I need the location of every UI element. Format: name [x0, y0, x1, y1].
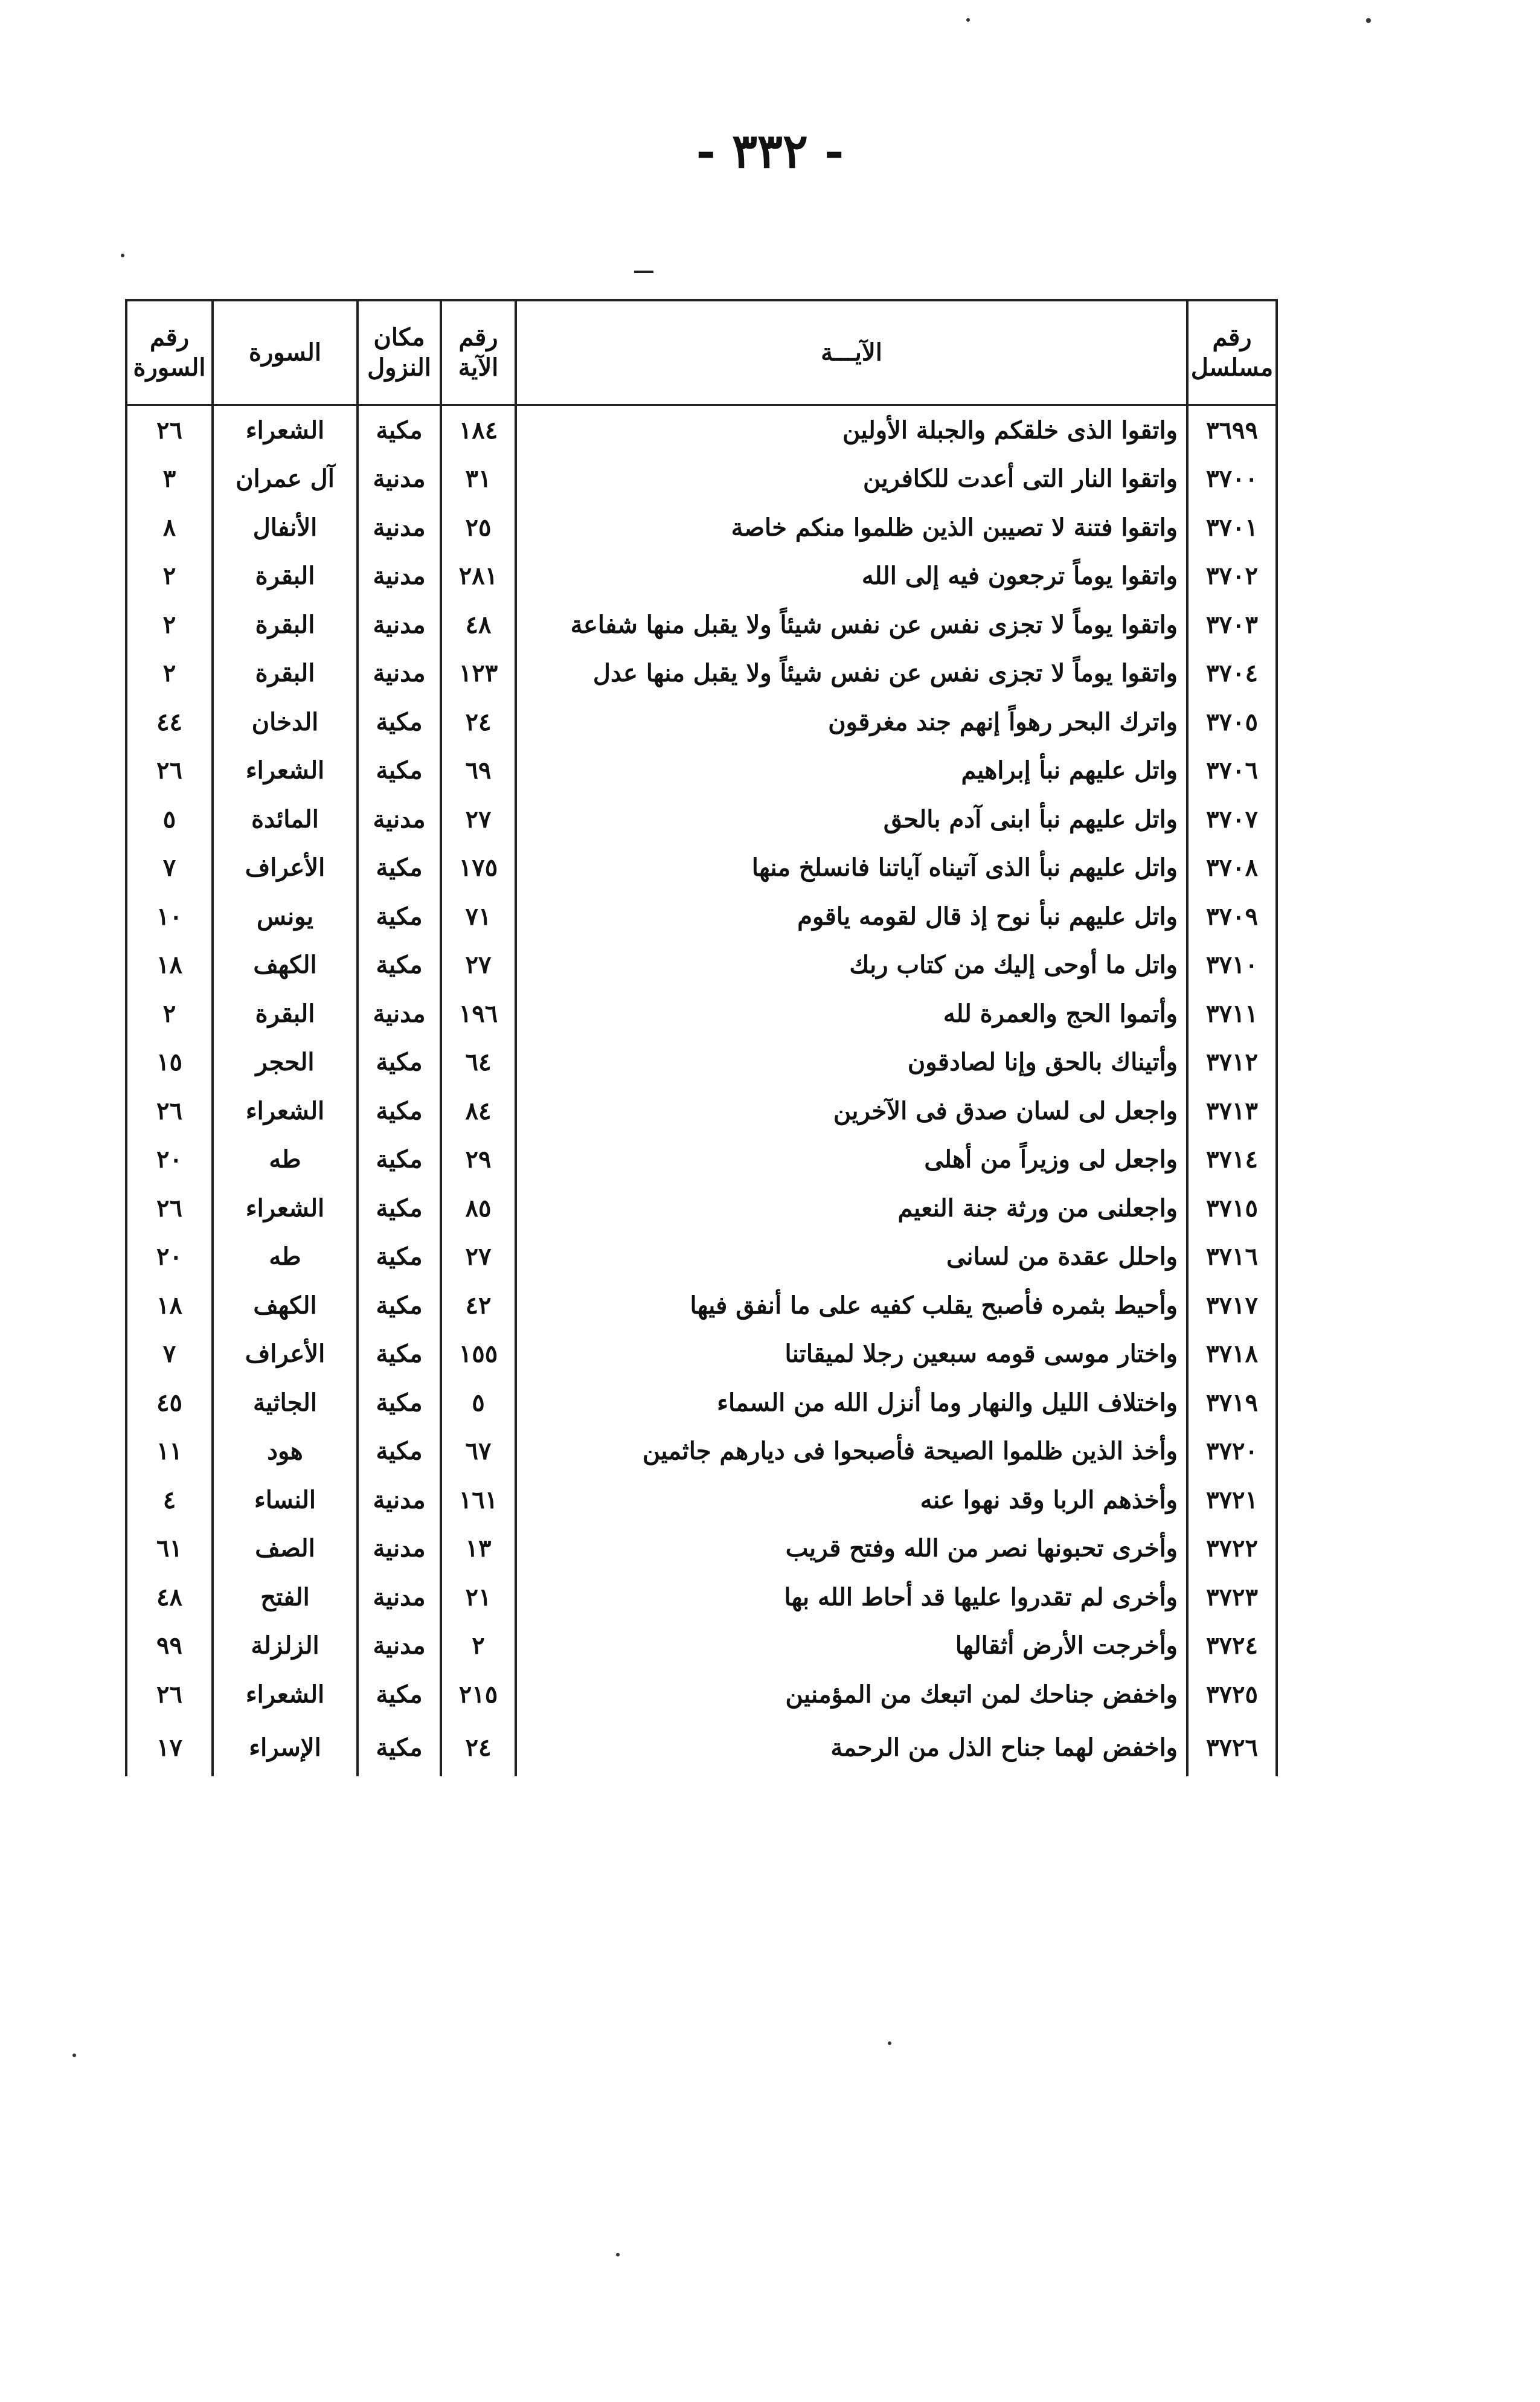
verse-cell: واترك البحر رهواً إنهم جند مغرقون [516, 698, 1187, 747]
ayah-number-cell: ٦٤ [441, 1038, 516, 1087]
surah-name-cell: الإسراء [213, 1719, 358, 1776]
serial-cell: ٣٧١٠ [1187, 941, 1277, 990]
table-row [126, 600, 1277, 649]
surah-number-cell: ١٠ [126, 892, 213, 941]
surah-name-cell: الكهف [213, 1281, 358, 1330]
table-row [126, 941, 1277, 990]
surah-number-cell: ١١ [126, 1427, 213, 1476]
ayah-number-cell: ٦٩ [441, 747, 516, 795]
surah-name-cell: البقرة [213, 649, 358, 698]
ayah-number-cell: ٣١ [441, 455, 516, 504]
verse-cell: واختلاف الليل والنهار وما أنزل الله من السماء [516, 1378, 1187, 1427]
serial-cell: ٣٧٢١ [1187, 1476, 1277, 1524]
verse-cell: واتقوا يوماً لا تجزى نفس عن نفس شيئاً ولا يقبل منها شفاعة [516, 600, 1187, 649]
serial-cell: ٣٧٠١ [1187, 503, 1277, 552]
verse-cell: وأتموا الحج والعمرة لله [516, 989, 1187, 1038]
serial-cell: ٣٧١٤ [1187, 1135, 1277, 1184]
scan-speck [72, 2054, 76, 2057]
surah-number-cell: ٢٠ [126, 1233, 213, 1282]
ayah-number-cell: ٨٤ [441, 1087, 516, 1135]
serial-cell: ٣٧٠٥ [1187, 698, 1277, 747]
surah-number-cell: ٢ [126, 649, 213, 698]
verse-cell: واحلل عقدة من لسانى [516, 1233, 1187, 1282]
revelation-place-cell: مكية [358, 1184, 441, 1233]
header-surah-number: رقم السورة [126, 300, 213, 405]
verse-cell: واجعل لى وزيراً من أهلى [516, 1135, 1187, 1184]
table-row [126, 1427, 1277, 1476]
table-row [126, 1135, 1277, 1184]
surah-number-cell: ٢٦ [126, 1670, 213, 1719]
ayah-number-cell: ١٧٥ [441, 844, 516, 893]
surah-name-cell: الشعراء [213, 405, 358, 455]
table-row [126, 1378, 1277, 1427]
revelation-place-cell: مدنية [358, 552, 441, 601]
revelation-place-cell: مكية [358, 1670, 441, 1719]
ayah-number-cell: ٤٨ [441, 600, 516, 649]
table-row [126, 698, 1277, 747]
verse-cell: واخفض لهما جناح الذل من الرحمة [516, 1719, 1187, 1776]
surah-name-cell: الجاثية [213, 1378, 358, 1427]
table-row [126, 503, 1277, 552]
serial-cell: ٣٧٠٧ [1187, 795, 1277, 844]
serial-cell: ٣٧٠٣ [1187, 600, 1277, 649]
table-row [126, 1330, 1277, 1379]
table-row [126, 747, 1277, 795]
serial-cell: ٣٧٠٩ [1187, 892, 1277, 941]
surah-number-cell: ٥ [126, 795, 213, 844]
ayah-number-cell: ٢٧ [441, 941, 516, 990]
revelation-place-cell: مكية [358, 1281, 441, 1330]
serial-cell: ٣٧٢٠ [1187, 1427, 1277, 1476]
revelation-place-cell: مدنية [358, 795, 441, 844]
ayah-number-cell: ٢١ [441, 1573, 516, 1622]
table-row [126, 1476, 1277, 1524]
verse-cell: واتل عليهم نبأ إبراهيم [516, 747, 1187, 795]
serial-cell: ٣٧٢٥ [1187, 1670, 1277, 1719]
serial-cell: ٣٧٠٠ [1187, 455, 1277, 504]
scan-speck [966, 18, 970, 22]
table-row [126, 1573, 1277, 1622]
verse-cell: وأحيط بثمره فأصبح يقلب كفيه على ما أنفق فيها [516, 1281, 1187, 1330]
verse-cell: وأخذ الذين ظلموا الصيحة فأصبحوا فى ديارهم جاثمين [516, 1427, 1187, 1476]
verse-cell: واتقوا الذى خلقكم والجبلة الأولين [516, 405, 1187, 455]
revelation-place-cell: مدنية [358, 989, 441, 1038]
serial-cell: ٣٦٩٩ [1187, 405, 1277, 455]
serial-cell: ٣٧١٢ [1187, 1038, 1277, 1087]
table-row [126, 649, 1277, 698]
verse-cell: واتقوا يوماً ترجعون فيه إلى الله [516, 552, 1187, 601]
surah-number-cell: ١٧ [126, 1719, 213, 1776]
revelation-place-cell: مكية [358, 844, 441, 893]
revelation-place-cell: مكية [358, 1330, 441, 1379]
surah-name-cell: البقرة [213, 989, 358, 1038]
page-number: - ٣٣٢ - [696, 124, 844, 179]
table-row [126, 1087, 1277, 1135]
revelation-place-cell: مكية [358, 1038, 441, 1087]
revelation-place-cell: مكية [358, 405, 441, 455]
ayah-number-cell: ٨٥ [441, 1184, 516, 1233]
surah-number-cell: ٢٦ [126, 1087, 213, 1135]
verse-cell: واختار موسى قومه سبعين رجلا لميقاتنا [516, 1330, 1187, 1379]
verse-cell: وأخرى تحبونها نصر من الله وفتح قريب [516, 1524, 1187, 1573]
table-row [126, 1719, 1277, 1776]
verse-cell: وأخرجت الأرض أثقالها [516, 1622, 1187, 1671]
verse-cell: واتل عليهم نبأ ابنى آدم بالحق [516, 795, 1187, 844]
serial-cell: ٣٧١٨ [1187, 1330, 1277, 1379]
revelation-place-cell: مكية [358, 1378, 441, 1427]
serial-cell: ٣٧٠٦ [1187, 747, 1277, 795]
verse-cell: واجعل لى لسان صدق فى الآخرين [516, 1087, 1187, 1135]
table-row [126, 989, 1277, 1038]
ayah-number-cell: ٤٢ [441, 1281, 516, 1330]
surah-name-cell: الأعراف [213, 1330, 358, 1379]
surah-name-cell: الزلزلة [213, 1622, 358, 1671]
surah-number-cell: ٨ [126, 503, 213, 552]
verse-cell: واجعلنى من ورثة جنة النعيم [516, 1184, 1187, 1233]
surah-number-cell: ٣ [126, 455, 213, 504]
ayah-number-cell: ١٥٥ [441, 1330, 516, 1379]
serial-cell: ٣٧٠٢ [1187, 552, 1277, 601]
header-surah: السورة [213, 300, 358, 405]
surah-name-cell: الشعراء [213, 1670, 358, 1719]
verse-cell: وأتيناك بالحق وإنا لصادقون [516, 1038, 1187, 1087]
revelation-place-cell: مكية [358, 941, 441, 990]
surah-number-cell: ٦١ [126, 1524, 213, 1573]
surah-name-cell: الشعراء [213, 1087, 358, 1135]
verse-cell: وأخرى لم تقدروا عليها قد أحاط الله بها [516, 1573, 1187, 1622]
header-ayah-number: رقم الآية [441, 300, 516, 405]
revelation-place-cell: مكية [358, 1719, 441, 1776]
serial-cell: ٣٧١٣ [1187, 1087, 1277, 1135]
surah-name-cell: طه [213, 1233, 358, 1282]
surah-number-cell: ١٨ [126, 941, 213, 990]
verse-cell: واتل عليهم نبأ نوح إذ قال لقومه ياقوم [516, 892, 1187, 941]
ayah-number-cell: ٢٥ [441, 503, 516, 552]
ayah-number-cell: ١٣ [441, 1524, 516, 1573]
revelation-place-cell: مدنية [358, 1476, 441, 1524]
serial-cell: ٣٧٢٣ [1187, 1573, 1277, 1622]
surah-number-cell: ٧ [126, 1330, 213, 1379]
table-row [126, 1184, 1277, 1233]
surah-number-cell: ٢ [126, 600, 213, 649]
ayah-number-cell: ١٢٣ [441, 649, 516, 698]
surah-name-cell: النساء [213, 1476, 358, 1524]
surah-name-cell: الشعراء [213, 747, 358, 795]
ayah-number-cell: ١٦١ [441, 1476, 516, 1524]
surah-number-cell: ٢ [126, 989, 213, 1038]
revelation-place-cell: مدنية [358, 649, 441, 698]
surah-number-cell: ٢٦ [126, 747, 213, 795]
table-row [126, 455, 1277, 504]
revelation-place-cell: مكية [358, 1427, 441, 1476]
surah-name-cell: البقرة [213, 600, 358, 649]
serial-cell: ٣٧٠٤ [1187, 649, 1277, 698]
surah-number-cell: ٧ [126, 844, 213, 893]
surah-number-cell: ٢ [126, 552, 213, 601]
serial-cell: ٣٧٢٦ [1187, 1719, 1277, 1776]
ayah-number-cell: ٢٤ [441, 1719, 516, 1776]
scan-speck [616, 2253, 620, 2256]
verse-cell: واتقوا النار التى أعدت للكافرين [516, 455, 1187, 504]
ayah-number-cell: ٢ [441, 1622, 516, 1671]
ayah-number-cell: ٢٤ [441, 698, 516, 747]
table-row [126, 844, 1277, 893]
serial-cell: ٣٧٠٨ [1187, 844, 1277, 893]
table-row [126, 1622, 1277, 1671]
surah-number-cell: ٢٦ [126, 405, 213, 455]
surah-number-cell: ٢٦ [126, 1184, 213, 1233]
surah-name-cell: طه [213, 1135, 358, 1184]
ayah-number-cell: ٢٨١ [441, 552, 516, 601]
surah-number-cell: ٤ [126, 1476, 213, 1524]
revelation-place-cell: مكية [358, 698, 441, 747]
table-row [126, 405, 1277, 455]
verse-cell: واتل عليهم نبأ الذى آتيناه آياتنا فانسلخ منها [516, 844, 1187, 893]
header-rule [634, 271, 653, 273]
revelation-place-cell: مدنية [358, 1524, 441, 1573]
ayah-number-cell: ٥ [441, 1378, 516, 1427]
revelation-place-cell: مدنية [358, 455, 441, 504]
serial-cell: ٣٧١٧ [1187, 1281, 1277, 1330]
surah-name-cell: الحجر [213, 1038, 358, 1087]
surah-number-cell: ١٨ [126, 1281, 213, 1330]
surah-name-cell: البقرة [213, 552, 358, 601]
table-body [126, 405, 1277, 1776]
serial-cell: ٣٧١٦ [1187, 1233, 1277, 1282]
verse-cell: واخفض جناحك لمن اتبعك من المؤمنين [516, 1670, 1187, 1719]
serial-cell: ٣٧٢٤ [1187, 1622, 1277, 1671]
revelation-place-cell: مكية [358, 1233, 441, 1282]
surah-number-cell: ٤٥ [126, 1378, 213, 1427]
revelation-place-cell: مكية [358, 892, 441, 941]
ayah-number-cell: ٢٧ [441, 1233, 516, 1282]
serial-cell: ٣٧١٥ [1187, 1184, 1277, 1233]
revelation-place-cell: مدنية [358, 600, 441, 649]
revelation-place-cell: مكية [358, 1135, 441, 1184]
table-row [126, 1281, 1277, 1330]
table-row [126, 892, 1277, 941]
ayah-number-cell: ١٩٦ [441, 989, 516, 1038]
surah-name-cell: الصف [213, 1524, 358, 1573]
revelation-place-cell: مكية [358, 747, 441, 795]
serial-cell: ٣٧١١ [1187, 989, 1277, 1038]
revelation-place-cell: مدنية [358, 1573, 441, 1622]
ayah-number-cell: ٢٧ [441, 795, 516, 844]
ayah-number-cell: ١٨٤ [441, 405, 516, 455]
scan-speck [1366, 18, 1371, 23]
surah-number-cell: ٩٩ [126, 1622, 213, 1671]
revelation-place-cell: مدنية [358, 503, 441, 552]
ayah-number-cell: ٢٩ [441, 1135, 516, 1184]
scan-speck [121, 254, 124, 257]
table-row [126, 1670, 1277, 1719]
surah-name-cell: الدخان [213, 698, 358, 747]
surah-name-cell: الكهف [213, 941, 358, 990]
surah-number-cell: ٤٨ [126, 1573, 213, 1622]
verse-index-table [125, 299, 1278, 1776]
ayah-number-cell: ٢١٥ [441, 1670, 516, 1719]
revelation-place-cell: مدنية [358, 1622, 441, 1671]
verse-cell: واتقوا فتنة لا تصيبن الذين ظلموا منكم خاصة [516, 503, 1187, 552]
ayah-number-cell: ٦٧ [441, 1427, 516, 1476]
verse-cell: واتل ما أوحى إليك من كتاب ربك [516, 941, 1187, 990]
surah-name-cell: آل عمران [213, 455, 358, 504]
revelation-place-cell: مكية [358, 1087, 441, 1135]
table-row [126, 552, 1277, 601]
surah-name-cell: الأنفال [213, 503, 358, 552]
table-row [126, 1233, 1277, 1282]
scan-speck [888, 2041, 891, 2045]
table-row [126, 1038, 1277, 1087]
table-row [126, 1524, 1277, 1573]
ayah-number-cell: ٧١ [441, 892, 516, 941]
verse-cell: وأخذهم الربا وقد نهوا عنه [516, 1476, 1187, 1524]
header-serial: رقم مسلسل [1187, 300, 1277, 405]
header-place: مكان النزول [358, 300, 441, 405]
header-verse: الآيـــة [516, 300, 1187, 405]
surah-name-cell: الأعراف [213, 844, 358, 893]
surah-number-cell: ٢٠ [126, 1135, 213, 1184]
surah-name-cell: الفتح [213, 1573, 358, 1622]
table-row [126, 795, 1277, 844]
surah-name-cell: هود [213, 1427, 358, 1476]
table-header-row [126, 300, 1277, 405]
surah-name-cell: الشعراء [213, 1184, 358, 1233]
surah-number-cell: ٤٤ [126, 698, 213, 747]
verse-cell: واتقوا يوماً لا تجزى نفس عن نفس شيئاً ولا يقبل منها عدل [516, 649, 1187, 698]
surah-number-cell: ١٥ [126, 1038, 213, 1087]
serial-cell: ٣٧٢٢ [1187, 1524, 1277, 1573]
surah-name-cell: يونس [213, 892, 358, 941]
surah-name-cell: المائدة [213, 795, 358, 844]
serial-cell: ٣٧١٩ [1187, 1378, 1277, 1427]
